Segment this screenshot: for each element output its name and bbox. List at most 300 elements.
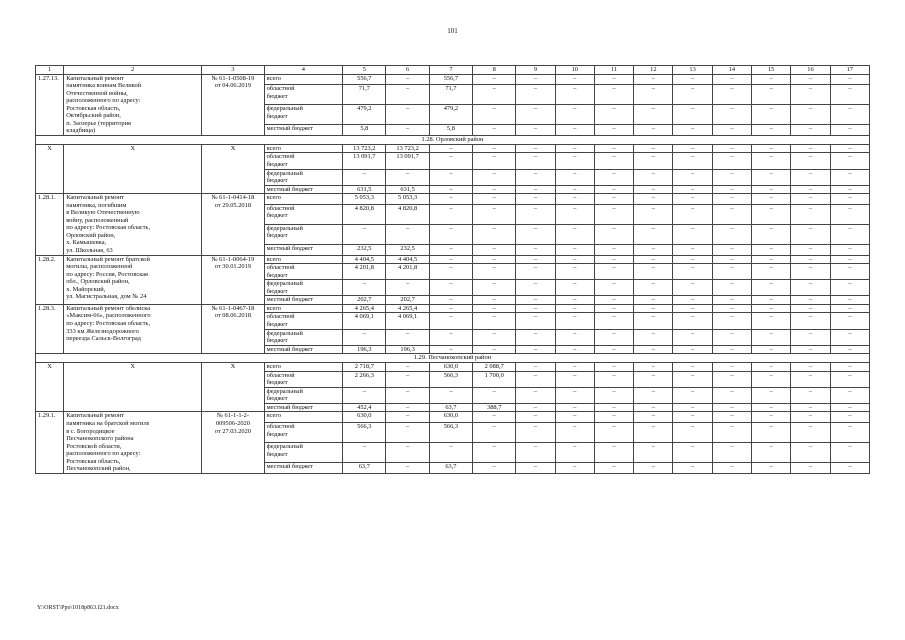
amount-cell: – [386,387,429,403]
item-code: Х [36,363,64,412]
item-code: 1.28.3. [36,304,64,353]
amount-cell: – [555,423,594,443]
amount-cell: – [473,280,516,296]
amount-cell: – [555,363,594,372]
amount-cell: – [634,345,673,354]
amount-cell: – [752,304,791,313]
amount-cell: – [712,329,751,345]
amount-cell: – [752,403,791,412]
amount-cell: – [752,169,791,185]
amount-cell: – [555,144,594,153]
funding-source: областной бюджет [264,313,343,329]
amount-cell: – [712,224,751,244]
amount-cell: 556,7 [343,74,386,85]
amount-cell: – [673,280,712,296]
amount-cell: – [516,423,555,443]
amount-cell: – [594,371,633,387]
amount-cell: – [791,204,830,224]
amount-cell: – [555,255,594,264]
amount-cell: – [752,329,791,345]
amount-cell: – [791,125,830,136]
amount-cell: – [791,387,830,403]
amount-cell: – [752,244,791,255]
funding-source: местный бюджет [264,463,343,474]
amount-cell: – [516,144,555,153]
column-number: 13 [673,66,712,75]
amount-cell: – [830,345,869,354]
funding-source: всего [264,194,343,205]
amount-cell: – [673,194,712,205]
amount-cell: – [830,264,869,280]
amount-cell: – [386,403,429,412]
amount-cell: – [473,153,516,169]
amount-cell: – [830,412,869,423]
amount-cell: – [386,224,429,244]
amount-cell: – [555,105,594,125]
amount-cell: – [712,264,751,280]
column-number: 4 [264,66,343,75]
column-number: 15 [752,66,791,75]
amount-cell: 232,5 [343,244,386,255]
amount-cell: – [555,371,594,387]
amount-cell: – [634,264,673,280]
amount-cell: 631,5 [343,185,386,194]
amount-cell: – [516,387,555,403]
amount-cell: – [516,264,555,280]
amount-cell: – [516,412,555,423]
amount-cell: – [516,74,555,85]
amount-cell: – [343,329,386,345]
item-name: Капитальный ремонт братской могилы, расположенной по адресу: Россия, Ростовская обл., Орловский район, х. Майорский, ул. Магистральная, дом № 24 [64,255,202,304]
amount-cell: 566,3 [343,423,386,443]
amount-cell: – [791,329,830,345]
amount-cell: – [712,463,751,474]
amount-cell: – [634,403,673,412]
amount-cell: – [594,153,633,169]
funding-source: федеральный бюджет [264,443,343,463]
amount-cell: – [712,244,751,255]
amount-cell: – [791,412,830,423]
amount-cell: – [386,85,429,105]
amount-cell: – [516,125,555,136]
funding-source: областной бюджет [264,371,343,387]
amount-cell: – [594,329,633,345]
amount-cell: – [473,387,516,403]
amount-cell: – [830,204,869,224]
amount-cell: – [429,443,472,463]
amount-cell: – [673,304,712,313]
amount-cell: 2 266,3 [343,371,386,387]
item-code: 1.28.1. [36,194,64,255]
amount-cell: – [594,185,633,194]
amount-cell: – [429,144,472,153]
amount-cell: – [473,345,516,354]
item-name: Х [64,144,202,193]
amount-cell: – [516,204,555,224]
amount-cell: – [594,105,633,125]
amount-cell: – [594,363,633,372]
amount-cell: 13 091,7 [343,153,386,169]
amount-cell: – [594,264,633,280]
amount-cell: – [712,153,751,169]
amount-cell: – [830,85,869,105]
amount-cell: – [555,125,594,136]
amount-cell: – [673,204,712,224]
amount-cell: 71,7 [343,85,386,105]
amount-cell: 13 091,7 [386,153,429,169]
column-number: 6 [386,66,429,75]
amount-cell: – [594,144,633,153]
column-number: 3 [202,66,264,75]
amount-cell: – [752,185,791,194]
amount-cell: – [634,85,673,105]
amount-cell: – [473,185,516,194]
amount-cell: – [712,371,751,387]
amount-cell: – [673,387,712,403]
item-name: Капитальный ремонт обелиска «Максим-66», расположенного по адресу: Ростовская область, 333 км Железнодорожного переезда Сальск-Волгоград [64,304,202,353]
amount-cell: – [386,74,429,85]
amount-cell: – [634,204,673,224]
amount-cell: – [386,105,429,125]
amount-cell: – [673,255,712,264]
amount-cell: – [386,280,429,296]
amount-cell: 5 053,3 [386,194,429,205]
amount-cell: 5 053,3 [343,194,386,205]
amount-cell: – [830,185,869,194]
amount-cell: – [429,387,472,403]
amount-cell: – [555,313,594,329]
amount-cell: 232,5 [386,244,429,255]
amount-cell: – [429,329,472,345]
amount-cell: – [634,304,673,313]
amount-cell: – [791,443,830,463]
amount-cell: – [752,125,791,136]
amount-cell: – [634,153,673,169]
amount-cell: – [473,412,516,423]
amount-cell: 13 723,2 [386,144,429,153]
amount-cell: – [555,463,594,474]
funding-source: местный бюджет [264,244,343,255]
column-number: 17 [830,66,869,75]
table-row [36,144,870,153]
amount-cell: – [516,153,555,169]
amount-cell: 63,7 [429,403,472,412]
budget-table [35,65,870,474]
table-row [36,255,870,264]
amount-cell: – [473,144,516,153]
amount-cell: – [516,224,555,244]
amount-cell: – [830,313,869,329]
amount-cell: – [516,403,555,412]
funding-source: всего [264,304,343,313]
amount-cell: – [634,244,673,255]
amount-cell: – [634,125,673,136]
amount-cell: – [429,255,472,264]
amount-cell: – [473,169,516,185]
amount-cell: – [555,194,594,205]
amount-cell: 630,0 [429,363,472,372]
amount-cell: – [634,387,673,403]
amount-cell: – [473,74,516,85]
amount-cell: – [594,204,633,224]
amount-cell: – [712,125,751,136]
amount-cell: – [516,371,555,387]
amount-cell: – [712,423,751,443]
amount-cell: – [473,423,516,443]
amount-cell: – [752,412,791,423]
amount-cell: 556,7 [429,74,472,85]
amount-cell: – [594,244,633,255]
amount-cell: – [555,85,594,105]
amount-cell: – [473,313,516,329]
amount-cell: – [594,412,633,423]
item-name: Капитальный ремонт памятника, погибшим в Великую Отечественную войну, расположенный по адресу: Ростовская область, Орловский район, х. Камышевка, ул. Школьная, 63 [64,194,202,255]
amount-cell: – [594,313,633,329]
amount-cell: 5,8 [343,125,386,136]
amount-cell: – [594,403,633,412]
amount-cell: – [634,280,673,296]
amount-cell: – [343,280,386,296]
amount-cell: – [791,224,830,244]
amount-cell: – [516,85,555,105]
district-section-title: 1.29. Песчанокопский район [36,354,870,363]
district-section-row [36,354,870,363]
amount-cell: – [473,204,516,224]
amount-cell: – [516,443,555,463]
amount-cell: – [673,224,712,244]
funding-source: всего [264,412,343,423]
amount-cell: – [712,255,751,264]
amount-cell: – [516,313,555,329]
amount-cell: – [830,105,869,125]
amount-cell: – [752,423,791,443]
table-row [36,412,870,423]
funding-source: местный бюджет [264,185,343,194]
amount-cell: – [752,313,791,329]
funding-source: всего [264,363,343,372]
amount-cell: – [712,443,751,463]
amount-cell: – [830,244,869,255]
funding-source: местный бюджет [264,296,343,305]
amount-cell: – [791,423,830,443]
amount-cell: – [516,304,555,313]
amount-cell: – [516,329,555,345]
amount-cell: – [712,194,751,205]
amount-cell: – [752,74,791,85]
amount-cell: 5,8 [429,125,472,136]
item-document: Х [202,363,264,412]
amount-cell: – [473,105,516,125]
amount-cell: – [594,387,633,403]
amount-cell: – [791,345,830,354]
amount-cell: – [516,169,555,185]
column-number: 14 [712,66,751,75]
amount-cell: – [712,204,751,224]
amount-cell: 566,3 [429,371,472,387]
item-code: 1.29.1. [36,412,64,473]
amount-cell: – [429,169,472,185]
amount-cell: – [752,280,791,296]
amount-cell: – [473,329,516,345]
amount-cell: – [555,329,594,345]
amount-cell: – [473,244,516,255]
amount-cell: – [791,264,830,280]
amount-cell: – [673,169,712,185]
amount-cell: – [712,412,751,423]
column-number: 10 [555,66,594,75]
item-code: Х [36,144,64,193]
amount-cell: 2 088,7 [473,363,516,372]
amount-cell: – [712,105,751,125]
item-document: Х [202,144,264,193]
amount-cell: 63,7 [429,463,472,474]
amount-cell: – [830,443,869,463]
column-number: 5 [343,66,386,75]
amount-cell: – [791,403,830,412]
amount-cell: – [473,224,516,244]
page-number: 101 [447,27,458,35]
item-name: Х [64,363,202,412]
amount-cell: – [712,296,751,305]
amount-cell: – [634,74,673,85]
amount-cell: – [791,74,830,85]
funding-source: федеральный бюджет [264,105,343,125]
amount-cell: – [752,264,791,280]
item-document: № 61-1-1-2- 009506-2020 от 27.03.2020 [202,412,264,473]
column-number: 2 [64,66,202,75]
amount-cell: 202,7 [343,296,386,305]
amount-cell: – [594,296,633,305]
amount-cell: 4 820,8 [343,204,386,224]
funding-source: областной бюджет [264,204,343,224]
table-row [36,74,870,85]
amount-cell: – [673,74,712,85]
amount-cell: 631,5 [386,185,429,194]
amount-cell: – [386,125,429,136]
amount-cell: – [473,296,516,305]
amount-cell: – [712,403,751,412]
amount-cell: 4 820,8 [386,204,429,224]
amount-cell: – [555,387,594,403]
amount-cell: – [555,345,594,354]
amount-cell: – [673,403,712,412]
amount-cell: – [594,85,633,105]
amount-cell: – [634,296,673,305]
amount-cell: – [673,244,712,255]
column-number: 1 [36,66,64,75]
amount-cell: – [555,224,594,244]
column-number-row [36,66,870,75]
amount-cell: – [712,387,751,403]
amount-cell: – [791,313,830,329]
amount-cell: – [830,280,869,296]
amount-cell: – [516,105,555,125]
amount-cell: – [673,153,712,169]
amount-cell: – [791,296,830,305]
funding-source: всего [264,144,343,153]
amount-cell: – [791,463,830,474]
district-section-row [36,135,870,144]
table-row [36,363,870,372]
funding-source: областной бюджет [264,85,343,105]
amount-cell: – [673,443,712,463]
amount-cell: – [386,371,429,387]
table-row [36,194,870,205]
amount-cell: – [752,255,791,264]
item-code: 1.28.2. [36,255,64,304]
amount-cell: – [634,224,673,244]
amount-cell: – [516,463,555,474]
amount-cell: – [791,371,830,387]
amount-cell: – [429,194,472,205]
amount-cell: – [429,296,472,305]
amount-cell: – [634,194,673,205]
item-document: № 61-1-0508-19 от 04.06.2019 [202,74,264,135]
amount-cell: – [752,363,791,372]
amount-cell: – [673,313,712,329]
amount-cell: – [594,345,633,354]
column-number: 8 [473,66,516,75]
funding-source: местный бюджет [264,345,343,354]
amount-cell: – [830,463,869,474]
amount-cell: 71,7 [429,85,472,105]
amount-cell: – [752,443,791,463]
item-code: 1.27.13. [36,74,64,135]
amount-cell: – [473,304,516,313]
amount-cell: – [634,423,673,443]
amount-cell: – [473,85,516,105]
amount-cell: – [830,403,869,412]
amount-cell: – [634,363,673,372]
amount-cell: – [429,264,472,280]
funding-source: федеральный бюджет [264,224,343,244]
amount-cell: – [752,153,791,169]
amount-cell: – [791,85,830,105]
amount-cell: – [830,125,869,136]
amount-cell: – [386,463,429,474]
amount-cell: – [673,105,712,125]
amount-cell: – [429,345,472,354]
amount-cell: – [673,463,712,474]
amount-cell: – [516,255,555,264]
amount-cell: – [429,153,472,169]
amount-cell: 4 404,5 [343,255,386,264]
amount-cell: 388,7 [473,403,516,412]
amount-cell: – [594,169,633,185]
amount-cell: 479,2 [343,105,386,125]
amount-cell: – [752,85,791,105]
funding-source: областной бюджет [264,423,343,443]
amount-cell: – [343,443,386,463]
amount-cell: – [791,185,830,194]
amount-cell: 2 718,7 [343,363,386,372]
amount-cell: – [830,329,869,345]
amount-cell: – [712,345,751,354]
amount-cell: – [712,185,751,194]
amount-cell: – [516,194,555,205]
amount-cell: – [791,144,830,153]
district-section-title: 1.28. Орловский район [36,135,870,144]
item-document: № 61-1-0414-18 от 29.05.2018 [202,194,264,255]
amount-cell: – [555,412,594,423]
item-document: № 61-1-0467-18 от 08.06.2018 [202,304,264,353]
amount-cell: 13 723,2 [343,144,386,153]
funding-source: местный бюджет [264,125,343,136]
column-number: 12 [634,66,673,75]
amount-cell: – [791,194,830,205]
amount-cell: – [555,169,594,185]
amount-cell: – [555,280,594,296]
